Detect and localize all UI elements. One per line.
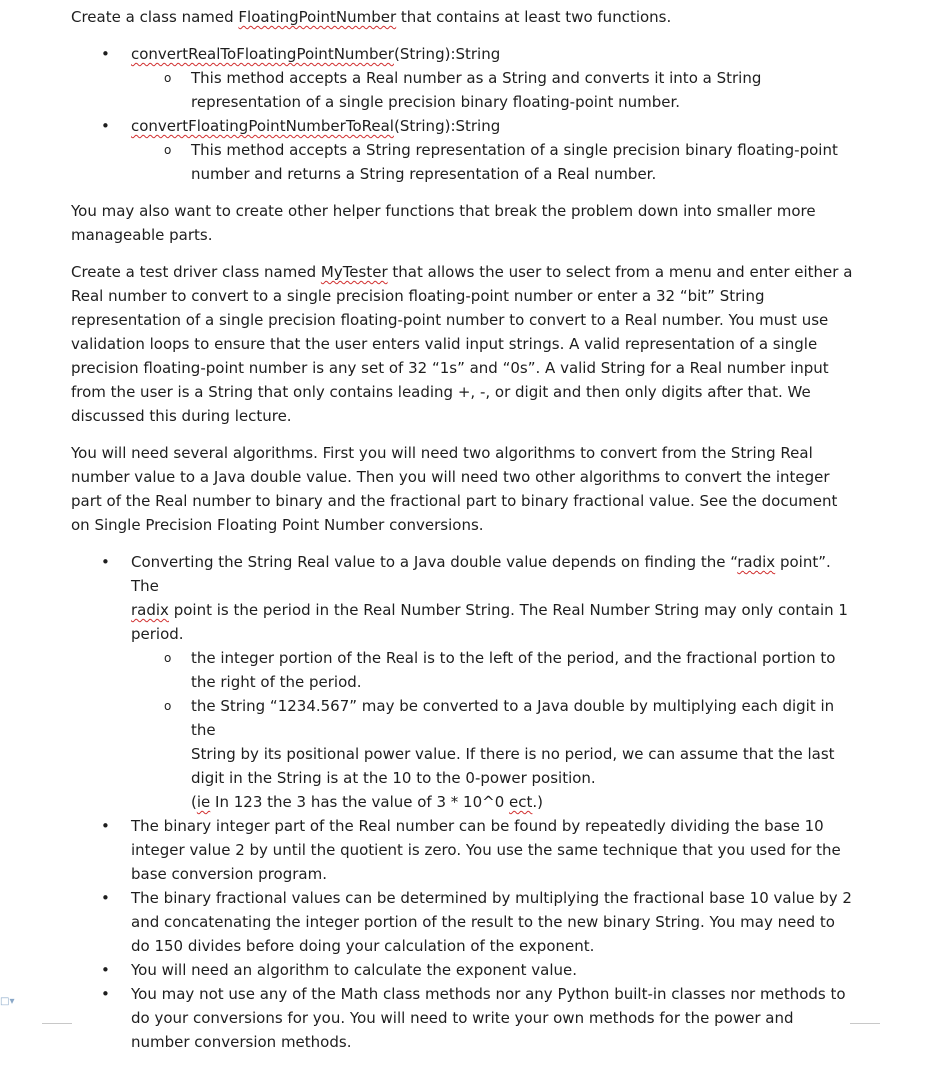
para-line: number conversion methods. bbox=[131, 1033, 352, 1051]
example-text: In 123 the 3 has the value of 3 * 10^0 bbox=[210, 793, 510, 811]
para-line: o the integer portion of the Real is to the left of the period, and the fractional portion to bbox=[191, 649, 836, 667]
method-sublist bbox=[131, 66, 861, 114]
method-signature-types: (String):String bbox=[393, 117, 501, 135]
para-line bbox=[71, 260, 861, 284]
para-line bbox=[131, 550, 861, 598]
bullet-exponent bbox=[71, 958, 861, 982]
method-signature-types: (String):String bbox=[393, 45, 501, 63]
algorithm-bullets bbox=[71, 550, 861, 1054]
method-description bbox=[131, 66, 861, 114]
radix-sublist bbox=[131, 646, 861, 814]
class-name-mytester: MyTester bbox=[320, 263, 388, 281]
document-page bbox=[71, 5, 861, 1067]
paren-open: ( bbox=[191, 793, 197, 811]
para-line: • The binary fractional values can be determined by multiplying the fractional base 10 value by 2 bbox=[131, 889, 852, 907]
radix-subitem bbox=[131, 694, 861, 814]
radix-text: point”. The bbox=[131, 553, 831, 595]
desc-line: o This method accepts a Real number as a String and converts it into a String bbox=[191, 69, 762, 87]
para-line: from the user is a String that only contains leading +, -, or digit and then only digits after that. We bbox=[71, 383, 811, 401]
para-line: representation of a single precision floating-point number to convert to a Real number. You must use bbox=[71, 311, 829, 329]
para-line: period. bbox=[131, 625, 184, 643]
method-description bbox=[131, 138, 861, 186]
para-line: o the String “1234.567” may be converted to a Java double by multiplying each digit in the bbox=[191, 697, 835, 739]
intro-text: Create a class named bbox=[71, 8, 239, 26]
para-line: • The binary integer part of the Real number can be found by repeatedly dividing the base 10 bbox=[131, 817, 824, 835]
margin-options-icon[interactable]: □▾ bbox=[0, 996, 15, 1007]
ect-word: ect bbox=[509, 793, 533, 811]
para-line: digit in the String is at the 10 to the 0-power position. bbox=[191, 769, 596, 787]
helpers-paragraph bbox=[71, 199, 861, 247]
para-line bbox=[131, 598, 861, 622]
bullet-restriction bbox=[71, 982, 861, 1054]
para-line: • You may not use any of the Math class methods nor any Python built-in classes nor methods to bbox=[131, 985, 846, 1003]
radix-text: point is the period in the Real Number String. The Real Number String may only contain 1 bbox=[168, 601, 848, 619]
driver-text: that allows the user to select from a menu and enter either a bbox=[387, 263, 853, 281]
para-line: on Single Precision Floating Point Number conversions. bbox=[71, 516, 484, 534]
radix-subitem bbox=[131, 646, 861, 694]
para-line bbox=[191, 790, 861, 814]
method-sublist bbox=[131, 138, 861, 186]
para-line: the right of the period. bbox=[191, 673, 362, 691]
para-line: base conversion program. bbox=[131, 865, 327, 883]
method-signature bbox=[131, 114, 861, 138]
desc-line: representation of a single precision binary floating-point number. bbox=[191, 93, 681, 111]
methods-list bbox=[71, 42, 861, 186]
radix-word: radix bbox=[737, 553, 776, 571]
method-name: convertFloatingPointNumberToReal bbox=[131, 117, 394, 135]
algorithms-paragraph bbox=[71, 441, 861, 537]
driver-text: Create a test driver class named bbox=[71, 263, 321, 281]
radix-word: radix bbox=[131, 601, 169, 619]
para-line: do 150 divides before doing your calculation of the exponent. bbox=[131, 937, 595, 955]
para-line: manageable parts. bbox=[71, 226, 213, 244]
paren-close: .) bbox=[532, 793, 543, 811]
para-line: precision floating-point number is any set of 32 “1s” and “0s”. A valid String for a Real number input bbox=[71, 359, 829, 377]
ie-word: ie bbox=[196, 793, 211, 811]
bullet-radix bbox=[71, 550, 861, 814]
desc-line: number and returns a String representation of a Real number. bbox=[191, 165, 657, 183]
para-line: You may also want to create other helper functions that break the problem down into smaller more bbox=[71, 202, 816, 220]
radix-text: Converting the String Real value to a Java double value depends on finding the “ bbox=[131, 553, 738, 571]
bullet-fractional bbox=[71, 886, 861, 958]
para-line: You will need several algorithms. First you will need two algorithms to convert from the String Real bbox=[71, 444, 813, 462]
para-line: do your conversions for you. You will need to write your own methods for the power and bbox=[131, 1009, 794, 1027]
para-line: validation loops to ensure that the user enters valid input strings. A valid representation of a single bbox=[71, 335, 818, 353]
para-line: number value to a Java double value. Then you will need two other algorithms to convert the integer bbox=[71, 468, 830, 486]
para-line: Real number to convert to a single precision floating-point number or enter a 32 “bit” String bbox=[71, 287, 765, 305]
class-name-floatingpointnumber: FloatingPointNumber bbox=[238, 8, 397, 26]
para-line: • You will need an algorithm to calculate the exponent value. bbox=[131, 961, 578, 979]
method-item bbox=[71, 42, 861, 114]
method-item bbox=[71, 114, 861, 186]
desc-line: o This method accepts a String representation of a single precision binary floating-point bbox=[191, 141, 838, 159]
para-line: integer value 2 by until the quotient is zero. You use the same technique that you used for the bbox=[131, 841, 841, 859]
intro-text-end: that contains at least two functions. bbox=[396, 8, 672, 26]
para-line: part of the Real number to binary and the fractional part to binary fractional value. See the document bbox=[71, 492, 838, 510]
para-line: String by its positional power value. If there is no period, we can assume that the last bbox=[191, 745, 835, 763]
method-signature bbox=[131, 42, 861, 66]
method-name: convertRealToFloatingPointNumber bbox=[131, 45, 394, 63]
driver-paragraph bbox=[71, 260, 861, 428]
intro-paragraph bbox=[71, 5, 861, 29]
para-line: and concatenating the integer portion of the result to the new binary String. You may need to bbox=[131, 913, 835, 931]
bullet-integer-part bbox=[71, 814, 861, 886]
para-line: discussed this during lecture. bbox=[71, 407, 292, 425]
